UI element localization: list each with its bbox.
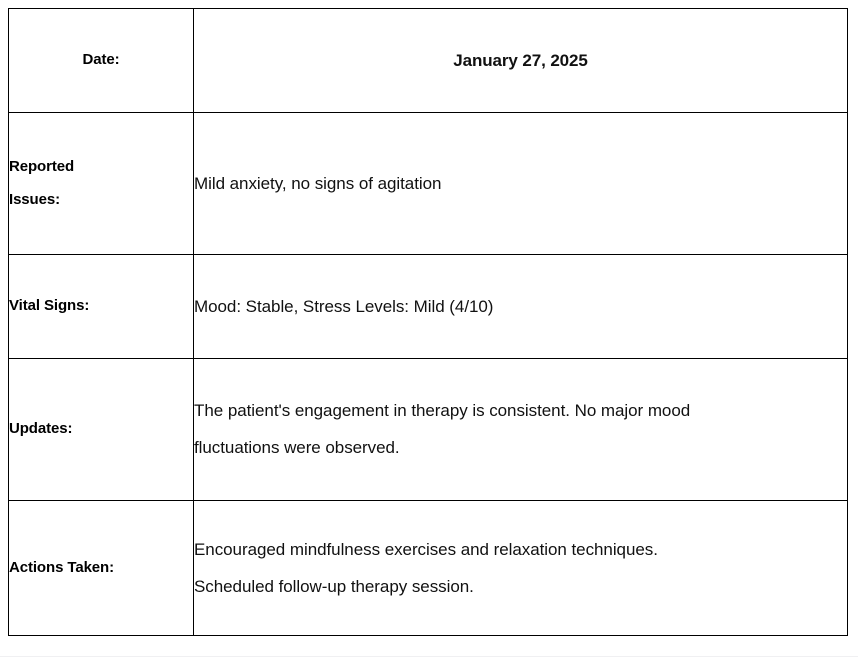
- table-row: [9, 113, 848, 255]
- row-value-date: [194, 9, 848, 113]
- row-label-updates: [9, 359, 194, 501]
- label-text: Updates:: [9, 420, 73, 438]
- value-line: Mild anxiety, no signs of agitation: [194, 173, 442, 193]
- value-line: Mood: Stable, Stress Levels: Mild (4/10): [194, 296, 494, 316]
- row-label-vital-signs: [9, 255, 194, 359]
- row-value-actions-taken: [194, 501, 848, 636]
- value-line: fluctuations were observed.: [194, 438, 400, 457]
- value-line: Scheduled follow-up therapy session.: [194, 576, 474, 596]
- label-text: Vital Signs:: [9, 297, 90, 315]
- label-text: Date:: [82, 51, 120, 69]
- label-text-line-1: Reported: [9, 157, 75, 175]
- row-label-actions-taken: [9, 501, 194, 636]
- row-value-reported-issues: [194, 113, 848, 255]
- label-text: Actions Taken:: [9, 558, 115, 576]
- table-row: [9, 359, 848, 501]
- table-body: [9, 9, 848, 636]
- label-text-line-2: Issues:: [9, 191, 60, 208]
- row-label-reported-issues: [9, 113, 194, 255]
- footer-divider: [0, 656, 858, 657]
- row-value-vital-signs: [194, 255, 848, 359]
- table-row: [9, 9, 848, 113]
- value-line: January 27, 2025: [453, 50, 588, 70]
- table-row: [9, 255, 848, 359]
- table-row: [9, 501, 848, 636]
- value-line: Encouraged mindfulness exercises and relaxation techniques.: [194, 539, 658, 559]
- row-label-date: [9, 9, 194, 113]
- row-value-updates: [194, 359, 848, 501]
- value-line: The patient's engagement in therapy is consistent. No major mood: [194, 401, 691, 421]
- patient-record-table: [8, 8, 848, 636]
